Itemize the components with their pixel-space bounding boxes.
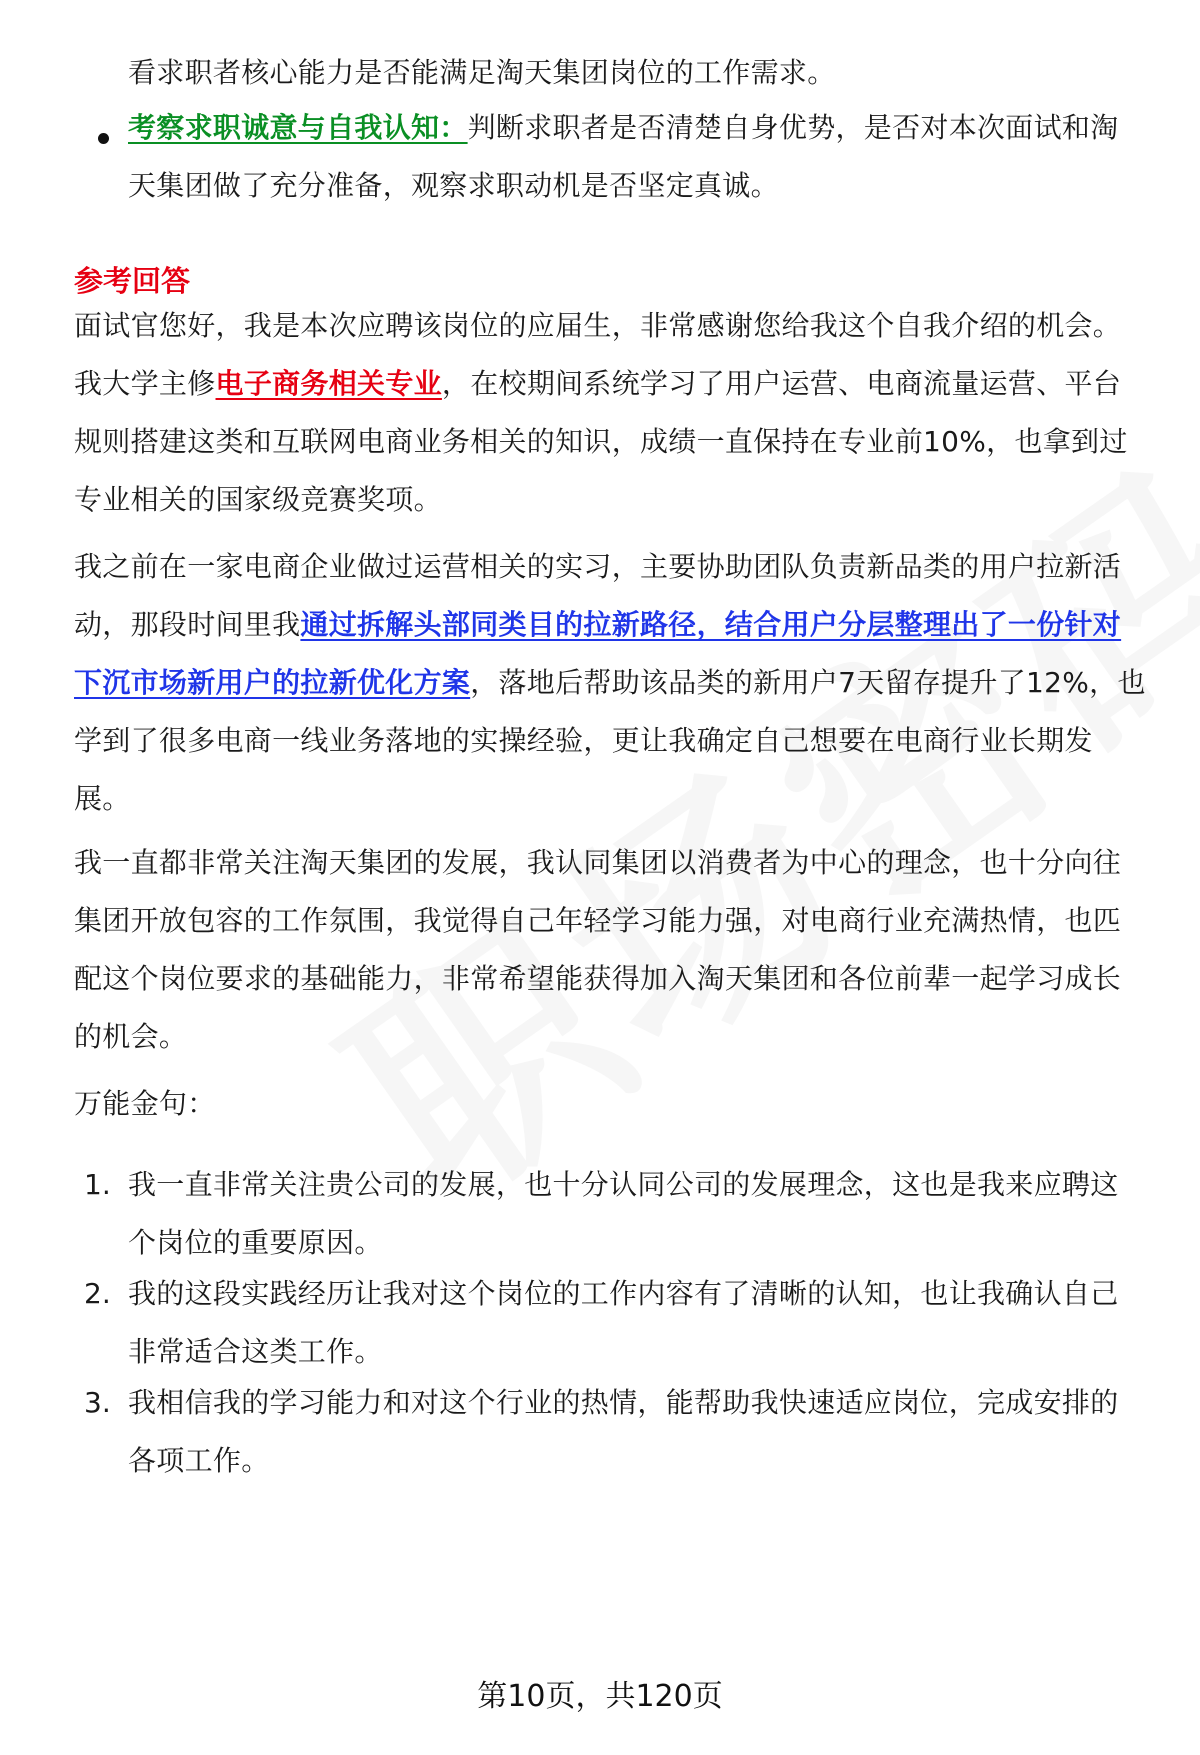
bullet-icon — [98, 133, 109, 144]
para2-text-before: 我之前在一家电商企业做过运营相关的实习，主要协助团队负责新品类的用户拉新活动，那段时间里我 — [74, 550, 1122, 641]
para1-highlight: 电子商务相关专业 — [215, 367, 442, 400]
list-number-2: 2. — [84, 1277, 111, 1310]
list-number-1: 1. — [84, 1168, 111, 1201]
para1-text-before: 面试官您好，我是本次应聘该岗位的应届生，非常感谢您给我这个自我介绍的机会。我大学主修 — [74, 309, 1122, 400]
section-heading: 参考回答 — [74, 264, 191, 298]
bullet-label: 考察求职诚意与自我认知： — [128, 111, 468, 144]
bullet-item — [128, 99, 1146, 215]
list-item-2: 我的这段实践经历让我对这个岗位的工作内容有了清晰的认知，也让我确认自己非常适合这类工作。 — [128, 1277, 1119, 1368]
list-item-1: 我一直非常关注贵公司的发展，也十分认同公司的发展理念，这也是我来应聘这个岗位的重要原因。 — [128, 1168, 1119, 1259]
para2-text-after: ，落地后帮助该品类的新用户7天留存提升了12%，也学到了很多电商一线业务落地的实操经验，更让我确定自己想要在电商行业长期发展。 — [74, 666, 1146, 815]
list-item-3: 我相信我的学习能力和对这个行业的热情，能帮助我快速适应岗位，完成安排的各项工作。 — [128, 1386, 1119, 1477]
answer-paragraph-1 — [74, 297, 1146, 529]
answer-paragraph-2 — [74, 538, 1146, 828]
list-number-3: 3. — [84, 1386, 111, 1419]
bullet-text: 判断求职者是否清楚自身优势，是否对本次面试和淘天集团做了充分准备，观察求职动机是否坚定真诚。 — [128, 111, 1119, 202]
para1-text-after: ，在校期间系统学习了用户运营、电商流量运营、平台规则搭建这类和互联网电商业务相关的知识，成绩一直保持在专业前10%，也拿到过专业相关的国家级竞赛奖项。 — [74, 367, 1128, 516]
page-footer: 第10页，共120页 — [477, 1679, 723, 1714]
golden-sentences-label: 万能金句： — [74, 1087, 216, 1120]
continuation-text: 看求职者核心能力是否能满足淘天集团岗位的工作需求。 — [128, 56, 836, 89]
para2-highlight: 通过拆解头部同类目的拉新路径，结合用户分层整理出了一份针对下沉市场新用户的拉新优化方案 — [74, 608, 1122, 699]
answer-paragraph-3: 我一直都非常关注淘天集团的发展，我认同集团以消费者为中心的理念，也十分向往集团开放包容的工作氛围，我觉得自己年轻学习能力强，对电商行业充满热情，也匹配这个岗位要求的基础能力，非常希望能获得加入淘天集团和各位前辈一起学习成长的机会。 — [74, 846, 1122, 1053]
